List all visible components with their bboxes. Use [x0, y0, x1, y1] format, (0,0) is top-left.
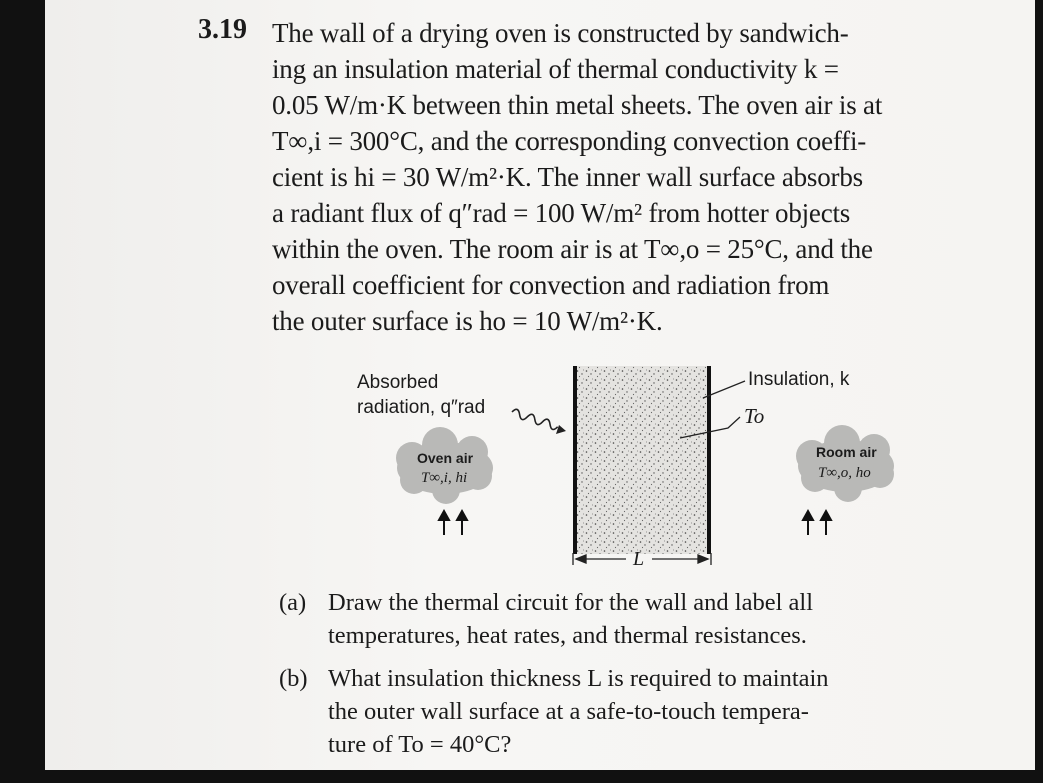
problem-line-9: the outer surface is ho = 10 W/m²·K. — [272, 306, 663, 336]
part-a-line-1: Draw the thermal circuit for the wall and label all — [328, 589, 814, 616]
part-a-letter: (a) — [279, 589, 307, 616]
problem-line-6: a radiant flux of q″rad = 100 W/m² from hotter objects — [272, 198, 851, 228]
insulation-layer — [575, 366, 709, 554]
part-a-line-2: temperatures, heat rates, and thermal resistances. — [328, 622, 807, 649]
radiation-arrowhead — [556, 425, 566, 434]
problem-number: 3.19 — [198, 14, 247, 45]
problem-line-5: cient is hi = 30 W/m²·K. The inner wall surface absorbs — [272, 162, 863, 192]
room-air-parameters: T∞,o, ho — [818, 465, 871, 481]
part-b-letter: (b) — [279, 665, 308, 692]
room-air-title: Room air — [816, 444, 877, 460]
outer-surface-temp-label: To — [744, 404, 765, 428]
problem-line-7: within the oven. The room air is at T∞,o = 25°C, and the — [272, 234, 873, 264]
part-b-line-2: the outer wall surface at a safe-to-touch tempera- — [328, 698, 809, 725]
problem-line-1: The wall of a drying oven is constructed by sandwich- — [272, 18, 849, 48]
oven-air-parameters: T∞,i, hi — [421, 470, 468, 486]
thickness-label: L — [633, 548, 645, 570]
problem-line-4: T∞,i = 300°C, and the corresponding convection coeffi- — [272, 126, 867, 156]
part-b-line-1: What insulation thickness L is required to maintain — [328, 665, 829, 692]
part-b-line-3: ture of To = 40°C? — [328, 731, 512, 758]
absorbed-label-line2: radiation, q″rad — [357, 397, 486, 418]
problem-line-3: 0.05 W/m·K between thin metal sheets. The oven air is at — [272, 90, 883, 120]
insulation-label: Insulation, k — [748, 369, 850, 390]
room-air-cloud — [796, 425, 894, 502]
room-air-flow-arrows — [803, 511, 831, 535]
radiation-arrow — [511, 408, 559, 430]
oven-air-flow-arrows — [439, 511, 467, 535]
oven-air-title: Oven air — [417, 450, 474, 466]
problem-line-8: overall coefficient for convection and radiation from — [272, 270, 830, 300]
absorbed-label-line1: Absorbed — [357, 372, 439, 393]
problem-line-2: ing an insulation material of thermal conductivity k = — [272, 54, 839, 84]
